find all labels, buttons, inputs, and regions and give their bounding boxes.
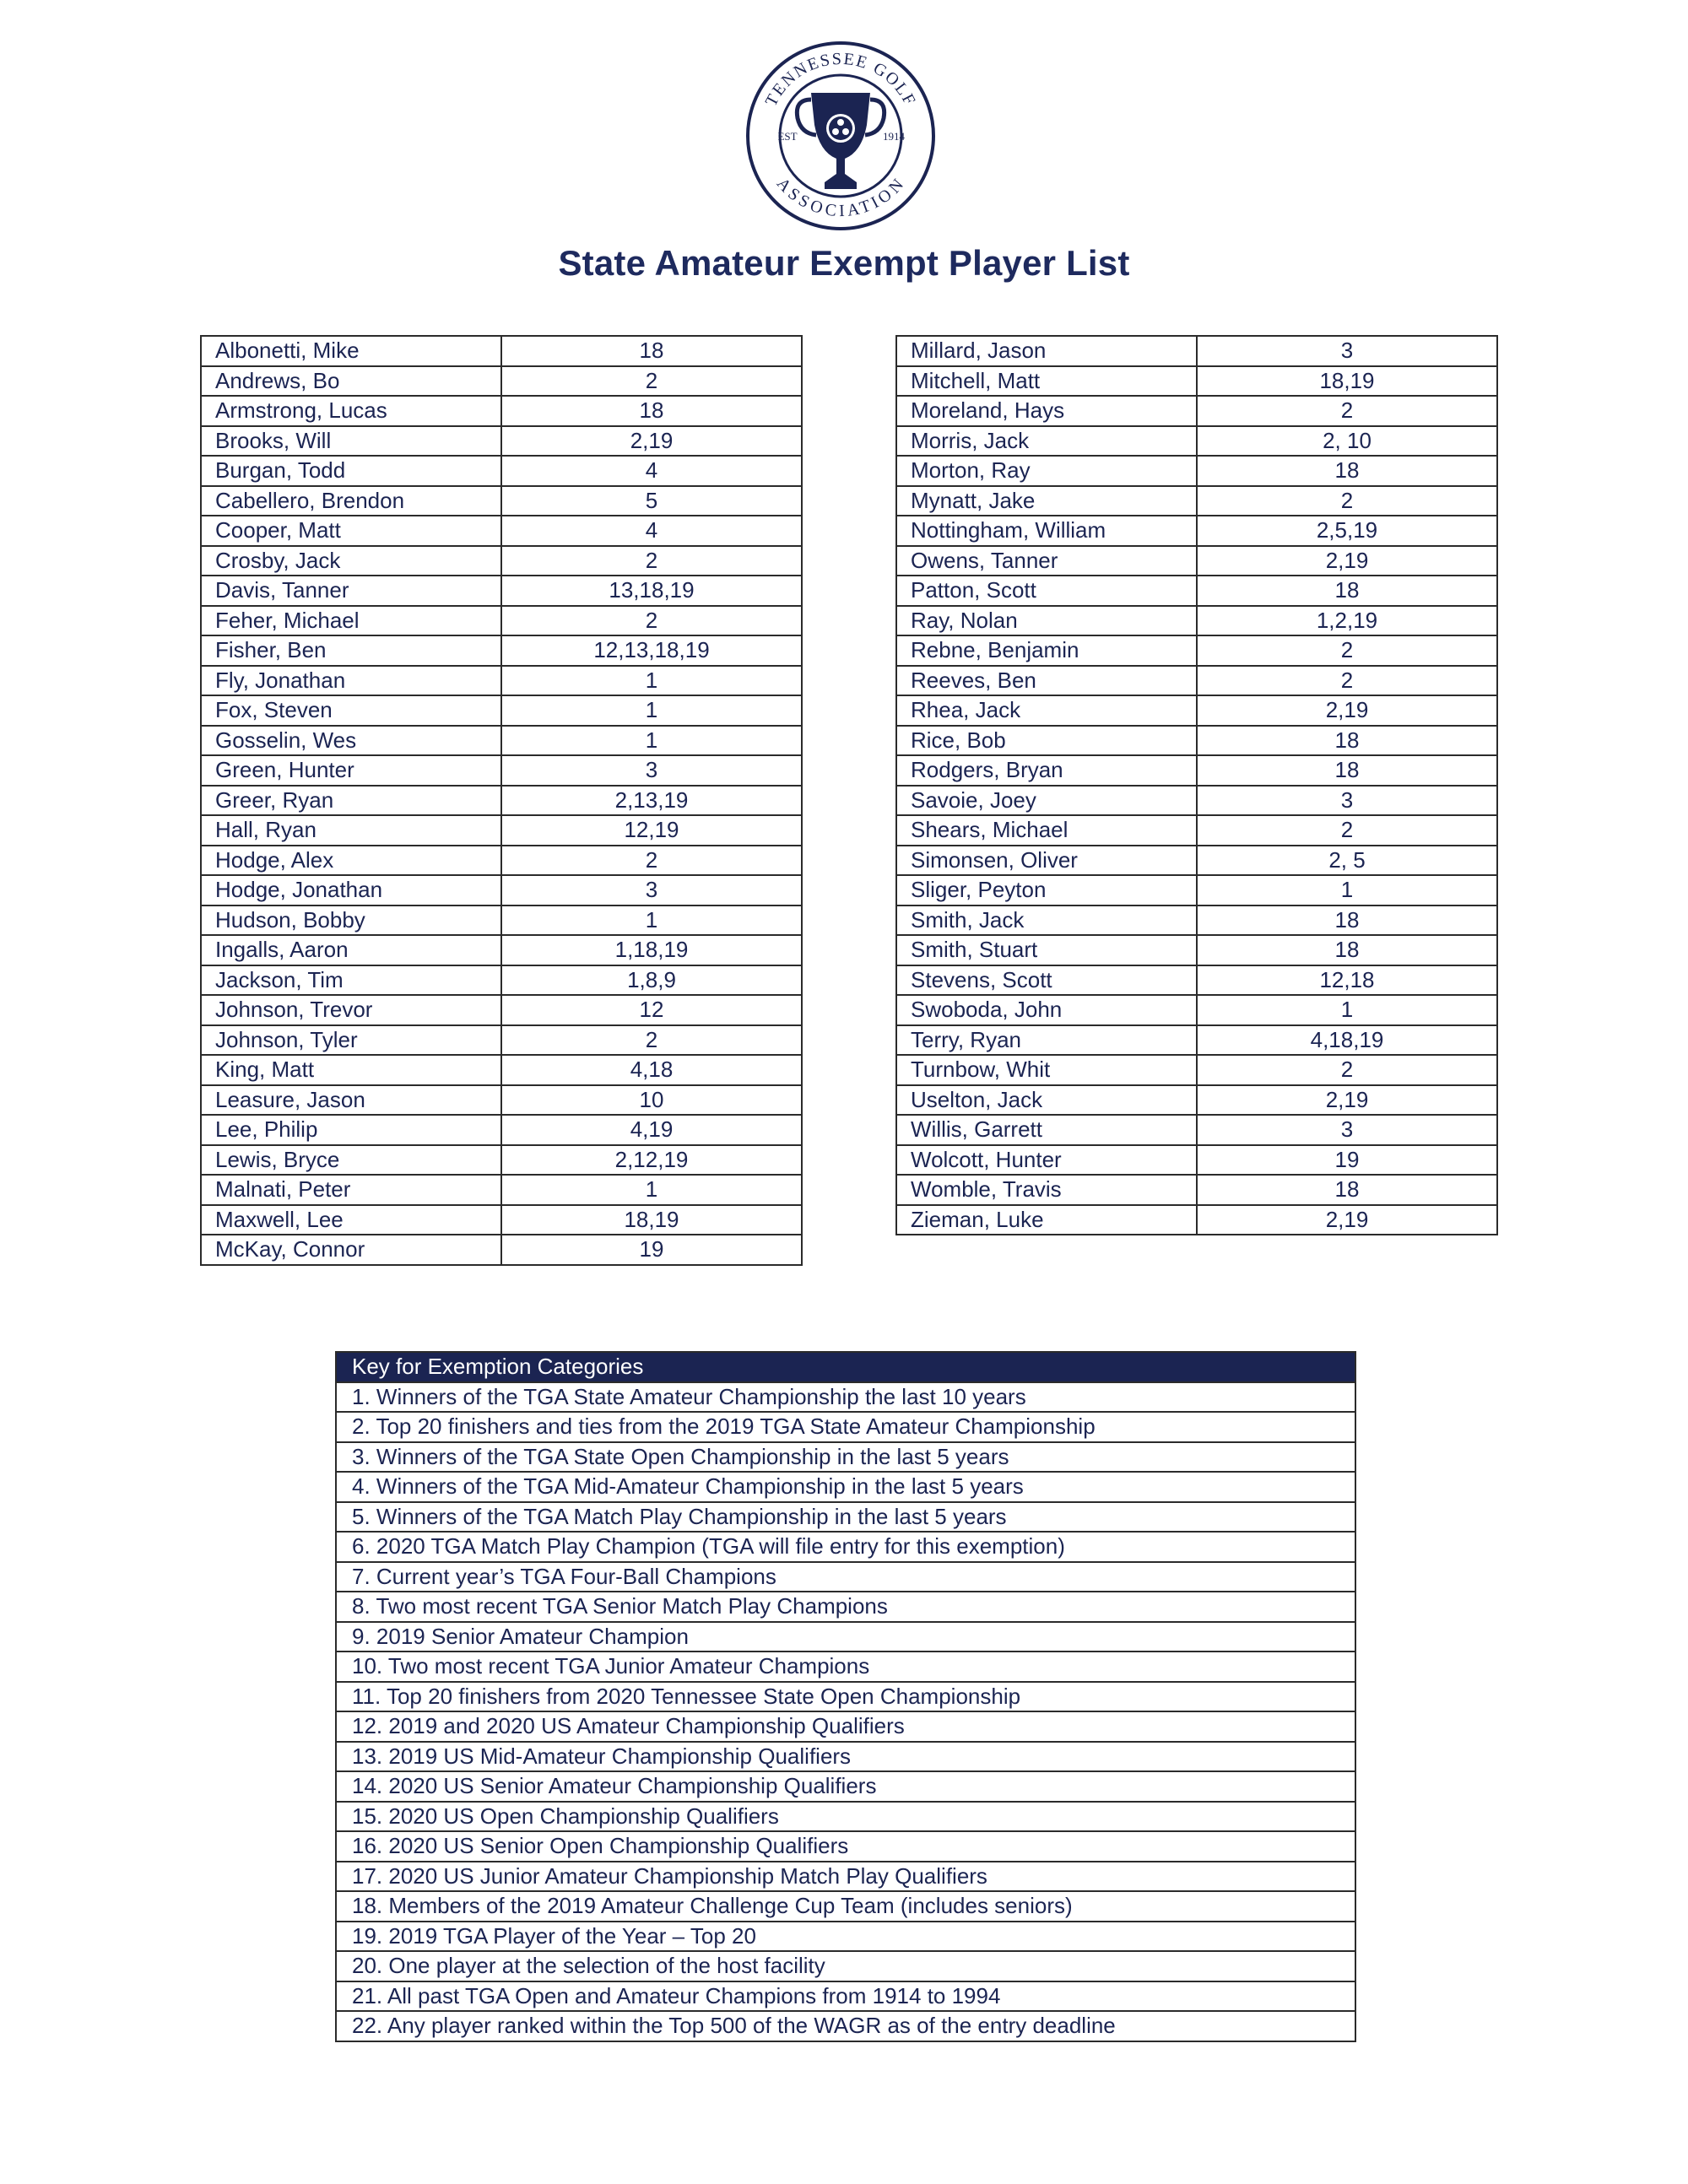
player-categories: 2 xyxy=(1197,815,1497,846)
player-row xyxy=(201,905,802,936)
key-row xyxy=(336,1802,1355,1832)
player-categories: 1 xyxy=(501,726,802,756)
player-name: Terry, Ryan xyxy=(896,1025,1197,1056)
player-name: Feher, Michael xyxy=(201,606,501,636)
player-row xyxy=(896,1055,1497,1085)
player-row xyxy=(201,1235,802,1265)
player-row xyxy=(896,786,1497,816)
player-name: Jackson, Tim xyxy=(201,965,501,996)
key-item: 20. One player at the selection of the host facility xyxy=(336,1951,1355,1981)
player-categories: 18 xyxy=(1197,755,1497,786)
key-row xyxy=(336,1951,1355,1981)
player-categories: 1,8,9 xyxy=(501,965,802,996)
key-heading: Key for Exemption Categories xyxy=(336,1352,1355,1382)
player-categories: 3 xyxy=(501,875,802,905)
player-categories: 2,19 xyxy=(1197,695,1497,726)
player-categories: 3 xyxy=(501,755,802,786)
key-item: 4. Winners of the TGA Mid-Amateur Championship in the last 5 years xyxy=(336,1472,1355,1502)
player-categories: 19 xyxy=(1197,1145,1497,1176)
key-row xyxy=(336,1532,1355,1562)
key-item: 12. 2019 and 2020 US Amateur Championship Qualifiers xyxy=(336,1711,1355,1742)
player-row xyxy=(201,336,802,366)
key-item: 18. Members of the 2019 Amateur Challenge Cup Team (includes seniors) xyxy=(336,1891,1355,1922)
player-row xyxy=(896,666,1497,696)
player-categories: 2 xyxy=(1197,396,1497,426)
player-name: Fly, Jonathan xyxy=(201,666,501,696)
player-name: Greer, Ryan xyxy=(201,786,501,816)
player-name: Albonetti, Mike xyxy=(201,336,501,366)
key-item: 11. Top 20 finishers from 2020 Tennessee State Open Championship xyxy=(336,1682,1355,1712)
player-categories: 18 xyxy=(1197,456,1497,486)
player-categories: 18 xyxy=(1197,726,1497,756)
key-item: 9. 2019 Senior Amateur Champion xyxy=(336,1622,1355,1652)
player-categories: 18 xyxy=(501,336,802,366)
key-row xyxy=(336,1862,1355,1892)
player-categories: 1 xyxy=(501,1175,802,1205)
player-row xyxy=(201,635,802,666)
player-categories: 4 xyxy=(501,456,802,486)
key-row xyxy=(336,2011,1355,2041)
player-categories: 5 xyxy=(501,486,802,516)
player-categories: 1 xyxy=(501,666,802,696)
player-name: Fox, Steven xyxy=(201,695,501,726)
player-name: Willis, Garrett xyxy=(896,1115,1197,1145)
player-name: Brooks, Will xyxy=(201,426,501,457)
player-row xyxy=(896,726,1497,756)
player-row xyxy=(201,486,802,516)
player-name: Shears, Michael xyxy=(896,815,1197,846)
player-name: Maxwell, Lee xyxy=(201,1205,501,1235)
player-categories: 1 xyxy=(1197,875,1497,905)
player-row xyxy=(201,726,802,756)
key-item: 10. Two most recent TGA Junior Amateur Champions xyxy=(336,1652,1355,1682)
key-item: 15. 2020 US Open Championship Qualifiers xyxy=(336,1802,1355,1832)
key-row xyxy=(336,1562,1355,1592)
player-name: Ray, Nolan xyxy=(896,606,1197,636)
player-row xyxy=(201,1145,802,1176)
key-item: 22. Any player ranked within the Top 500 of the WAGR as of the entry deadline xyxy=(336,2011,1355,2041)
player-name: Wolcott, Hunter xyxy=(896,1145,1197,1176)
player-row xyxy=(896,606,1497,636)
key-row xyxy=(336,1831,1355,1862)
player-categories: 18 xyxy=(1197,576,1497,606)
player-name: Savoie, Joey xyxy=(896,786,1197,816)
player-categories: 2,19 xyxy=(501,426,802,457)
player-row xyxy=(896,995,1497,1025)
player-categories: 18 xyxy=(1197,935,1497,965)
player-name: Patton, Scott xyxy=(896,576,1197,606)
player-name: Owens, Tanner xyxy=(896,546,1197,576)
player-row xyxy=(896,516,1497,546)
player-name: Crosby, Jack xyxy=(201,546,501,576)
player-name: Hodge, Alex xyxy=(201,846,501,876)
player-row xyxy=(201,456,802,486)
player-categories: 2,19 xyxy=(1197,546,1497,576)
player-categories: 2, 10 xyxy=(1197,426,1497,457)
player-name: Leasure, Jason xyxy=(201,1085,501,1116)
player-categories: 10 xyxy=(501,1085,802,1116)
player-categories: 2 xyxy=(1197,486,1497,516)
player-categories: 13,18,19 xyxy=(501,576,802,606)
player-row xyxy=(896,815,1497,846)
player-categories: 2 xyxy=(501,546,802,576)
player-row xyxy=(201,935,802,965)
key-item: 13. 2019 US Mid-Amateur Championship Qualifiers xyxy=(336,1742,1355,1772)
player-name: Nottingham, William xyxy=(896,516,1197,546)
player-name: Malnati, Peter xyxy=(201,1175,501,1205)
player-categories: 2 xyxy=(501,366,802,397)
player-name: Armstrong, Lucas xyxy=(201,396,501,426)
player-categories: 1,2,19 xyxy=(1197,606,1497,636)
player-row xyxy=(896,1205,1497,1235)
key-row xyxy=(336,1502,1355,1533)
player-categories: 2,5,19 xyxy=(1197,516,1497,546)
player-row xyxy=(896,1145,1497,1176)
player-name: Ingalls, Aaron xyxy=(201,935,501,965)
player-row xyxy=(201,546,802,576)
key-item: 3. Winners of the TGA State Open Championship in the last 5 years xyxy=(336,1442,1355,1473)
player-name: Lee, Philip xyxy=(201,1115,501,1145)
player-categories: 2 xyxy=(501,1025,802,1056)
exemption-key-table xyxy=(335,1351,1356,2042)
player-categories: 2 xyxy=(501,606,802,636)
player-name: Simonsen, Oliver xyxy=(896,846,1197,876)
key-row xyxy=(336,1742,1355,1772)
player-row xyxy=(896,546,1497,576)
player-name: Rhea, Jack xyxy=(896,695,1197,726)
player-categories: 2, 5 xyxy=(1197,846,1497,876)
player-categories: 1,18,19 xyxy=(501,935,802,965)
player-table-right xyxy=(895,335,1498,1235)
player-name: Turnbow, Whit xyxy=(896,1055,1197,1085)
key-row xyxy=(336,1652,1355,1682)
player-row xyxy=(896,695,1497,726)
player-name: Smith, Stuart xyxy=(896,935,1197,965)
player-name: Cooper, Matt xyxy=(201,516,501,546)
key-item: 2. Top 20 finishers and ties from the 2019 TGA State Amateur Championship xyxy=(336,1412,1355,1442)
player-categories: 12 xyxy=(501,995,802,1025)
player-name: Burgan, Todd xyxy=(201,456,501,486)
player-name: Andrews, Bo xyxy=(201,366,501,397)
key-row xyxy=(336,1442,1355,1473)
player-row xyxy=(896,846,1497,876)
player-name: McKay, Connor xyxy=(201,1235,501,1265)
player-name: Green, Hunter xyxy=(201,755,501,786)
player-categories: 12,13,18,19 xyxy=(501,635,802,666)
player-row xyxy=(201,606,802,636)
player-row xyxy=(201,1055,802,1085)
player-name: Rice, Bob xyxy=(896,726,1197,756)
player-row xyxy=(201,846,802,876)
player-categories: 18,19 xyxy=(1197,366,1497,397)
player-row xyxy=(201,875,802,905)
key-row xyxy=(336,1771,1355,1802)
key-item: 1. Winners of the TGA State Amateur Championship the last 10 years xyxy=(336,1382,1355,1413)
key-item: 8. Two most recent TGA Senior Match Play Champions xyxy=(336,1592,1355,1622)
player-name: Hall, Ryan xyxy=(201,815,501,846)
page-title: State Amateur Exempt Player List xyxy=(558,243,1130,283)
player-categories: 4,19 xyxy=(501,1115,802,1145)
key-item: 14. 2020 US Senior Amateur Championship Qualifiers xyxy=(336,1771,1355,1802)
player-row xyxy=(896,875,1497,905)
key-row xyxy=(336,1981,1355,2012)
key-item: 17. 2020 US Junior Amateur Championship Match Play Qualifiers xyxy=(336,1862,1355,1892)
logo-year: 1914 xyxy=(883,130,905,143)
player-categories: 1 xyxy=(501,695,802,726)
player-row xyxy=(896,965,1497,996)
key-item: 6. 2020 TGA Match Play Champion (TGA will file entry for this exemption) xyxy=(336,1532,1355,1562)
player-name: King, Matt xyxy=(201,1055,501,1085)
player-categories: 2,13,19 xyxy=(501,786,802,816)
player-categories: 2,12,19 xyxy=(501,1145,802,1176)
player-row xyxy=(896,755,1497,786)
key-row xyxy=(336,1622,1355,1652)
player-row xyxy=(896,1115,1497,1145)
player-row xyxy=(896,1175,1497,1205)
player-name: Morton, Ray xyxy=(896,456,1197,486)
logo-text-top: TENNESSEE GOLF xyxy=(761,49,920,110)
key-item: 19. 2019 TGA Player of the Year – Top 20 xyxy=(336,1922,1355,1952)
player-row xyxy=(201,426,802,457)
key-item: 21. All past TGA Open and Amateur Champions from 1914 to 1994 xyxy=(336,1981,1355,2012)
player-name: Gosselin, Wes xyxy=(201,726,501,756)
tga-logo xyxy=(745,41,936,231)
player-categories: 12,19 xyxy=(501,815,802,846)
key-item: 16. 2020 US Senior Open Championship Qualifiers xyxy=(336,1831,1355,1862)
player-table-left xyxy=(200,335,803,1266)
player-name: Morris, Jack xyxy=(896,426,1197,457)
player-row xyxy=(201,396,802,426)
player-categories: 4,18,19 xyxy=(1197,1025,1497,1056)
player-categories: 2 xyxy=(1197,635,1497,666)
player-row xyxy=(201,576,802,606)
player-name: Hudson, Bobby xyxy=(201,905,501,936)
key-row xyxy=(336,1711,1355,1742)
player-name: Smith, Jack xyxy=(896,905,1197,936)
player-name: Uselton, Jack xyxy=(896,1085,1197,1116)
player-row xyxy=(201,516,802,546)
key-row xyxy=(336,1682,1355,1712)
player-row xyxy=(896,1085,1497,1116)
player-categories: 18 xyxy=(1197,1175,1497,1205)
player-categories: 2,19 xyxy=(1197,1085,1497,1116)
player-name: Reeves, Ben xyxy=(896,666,1197,696)
key-row xyxy=(336,1592,1355,1622)
player-row xyxy=(896,366,1497,397)
player-name: Stevens, Scott xyxy=(896,965,1197,996)
player-row xyxy=(201,695,802,726)
player-row xyxy=(201,995,802,1025)
player-row xyxy=(201,1085,802,1116)
key-item: 7. Current year’s TGA Four-Ball Champions xyxy=(336,1562,1355,1592)
key-item: 5. Winners of the TGA Match Play Championship in the last 5 years xyxy=(336,1502,1355,1533)
player-row xyxy=(896,336,1497,366)
player-categories: 2 xyxy=(1197,666,1497,696)
player-categories: 19 xyxy=(501,1235,802,1265)
player-categories: 2 xyxy=(1197,1055,1497,1085)
player-row xyxy=(201,1175,802,1205)
logo-est: EST xyxy=(777,130,798,143)
player-row xyxy=(896,426,1497,457)
player-row xyxy=(201,1115,802,1145)
player-name: Womble, Travis xyxy=(896,1175,1197,1205)
player-row xyxy=(201,366,802,397)
player-row xyxy=(896,635,1497,666)
player-name: Mynatt, Jake xyxy=(896,486,1197,516)
player-row xyxy=(201,786,802,816)
player-name: Johnson, Tyler xyxy=(201,1025,501,1056)
player-row xyxy=(896,576,1497,606)
player-row xyxy=(201,815,802,846)
player-name: Rodgers, Bryan xyxy=(896,755,1197,786)
player-categories: 18 xyxy=(1197,905,1497,936)
player-name: Swoboda, John xyxy=(896,995,1197,1025)
player-name: Johnson, Trevor xyxy=(201,995,501,1025)
player-row xyxy=(896,1025,1497,1056)
player-row xyxy=(201,755,802,786)
player-categories: 1 xyxy=(501,905,802,936)
player-categories: 2 xyxy=(501,846,802,876)
player-row xyxy=(896,905,1497,936)
player-row xyxy=(896,486,1497,516)
key-row xyxy=(336,1922,1355,1952)
player-name: Fisher, Ben xyxy=(201,635,501,666)
key-row xyxy=(336,1412,1355,1442)
player-name: Moreland, Hays xyxy=(896,396,1197,426)
player-name: Millard, Jason xyxy=(896,336,1197,366)
player-row xyxy=(896,935,1497,965)
player-name: Sliger, Peyton xyxy=(896,875,1197,905)
player-categories: 4,18 xyxy=(501,1055,802,1085)
player-categories: 1 xyxy=(1197,995,1497,1025)
player-categories: 3 xyxy=(1197,786,1497,816)
player-categories: 12,18 xyxy=(1197,965,1497,996)
player-categories: 18 xyxy=(501,396,802,426)
player-name: Hodge, Jonathan xyxy=(201,875,501,905)
player-name: Mitchell, Matt xyxy=(896,366,1197,397)
key-row xyxy=(336,1891,1355,1922)
player-row xyxy=(201,1025,802,1056)
logo-text-bottom: ASSOCIATION xyxy=(773,174,908,220)
key-row xyxy=(336,1382,1355,1413)
player-row xyxy=(896,456,1497,486)
player-row xyxy=(201,965,802,996)
player-name: Cabellero, Brendon xyxy=(201,486,501,516)
player-name: Lewis, Bryce xyxy=(201,1145,501,1176)
player-name: Rebne, Benjamin xyxy=(896,635,1197,666)
player-categories: 4 xyxy=(501,516,802,546)
player-name: Zieman, Luke xyxy=(896,1205,1197,1235)
player-categories: 2,19 xyxy=(1197,1205,1497,1235)
player-categories: 3 xyxy=(1197,336,1497,366)
player-row xyxy=(201,666,802,696)
player-name: Davis, Tanner xyxy=(201,576,501,606)
player-row xyxy=(896,396,1497,426)
player-row xyxy=(201,1205,802,1235)
player-categories: 3 xyxy=(1197,1115,1497,1145)
key-row xyxy=(336,1472,1355,1502)
player-categories: 18,19 xyxy=(501,1205,802,1235)
